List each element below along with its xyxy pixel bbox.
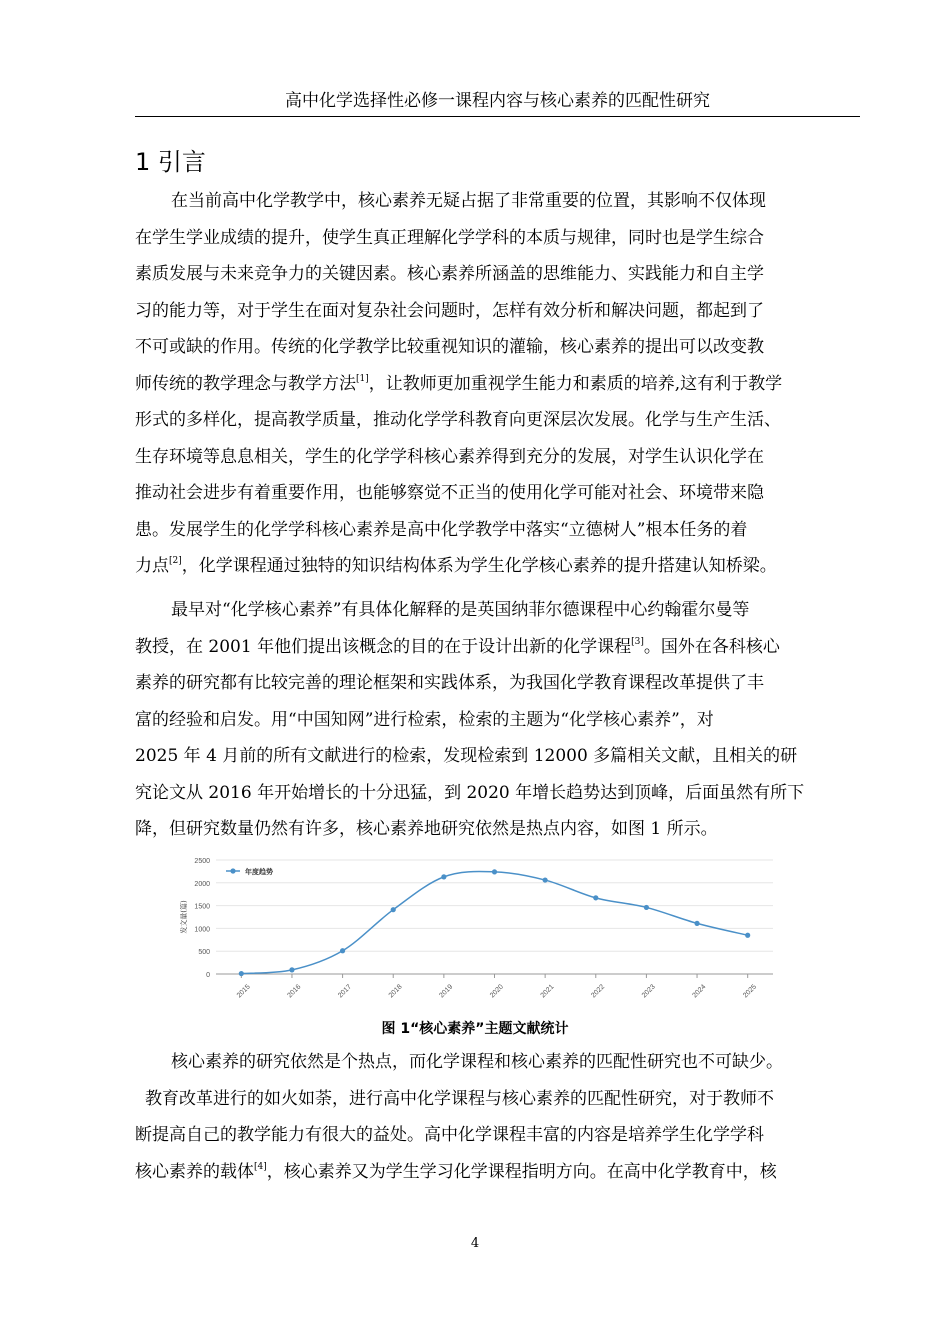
x-tick-label: 2018 [387, 983, 404, 1000]
x-tick-label: 2017 [337, 983, 354, 1000]
text-line [135, 548, 861, 585]
text-line: 患。发展学生的化学学科核心素养是高中化学教学中落实“立德树人”根本任务的着 [135, 519, 748, 540]
data-point [441, 874, 446, 879]
text-line [135, 366, 861, 403]
x-tick-label: 2016 [286, 983, 303, 1000]
citation: [2] [169, 556, 182, 567]
text-line: 素养的研究都有比较完善的理论框架和实践体系，为我国化学教育课程改革提供了丰 [135, 673, 764, 693]
series-line [241, 872, 747, 974]
trend-line-chart [178, 853, 778, 1003]
text-segment: ，核心素养又为学生学习化学课程指明方向。在高中化学教育中，核 [266, 1161, 777, 1182]
data-point [340, 948, 345, 953]
text-line: 富的经验和启发。用“中国知网”进行检索，检索的主题为“化学核心素养”，对 [135, 709, 714, 730]
text-line: 生存环境等息息相关，学生的化学学科核心素养得到充分的发展，对学生认识化学在 [135, 446, 764, 467]
text-line: 在当前高中化学教学中，核心素养无疑占据了非常重要的位置，其影响不仅体现 [171, 191, 766, 211]
x-tick-label: 2025 [742, 983, 759, 1000]
legend-marker [230, 868, 235, 873]
x-tick-label: 2015 [235, 983, 252, 1000]
y-tick-label: 0 [206, 972, 210, 979]
citation: [3] [631, 636, 644, 647]
text-line: 断提高自己的教学能力有很大的益处。高中化学课程丰富的内容是培养学生化学学科 [135, 1125, 764, 1145]
data-point [543, 877, 548, 882]
paragraph-3 [135, 1044, 861, 1190]
text-segment: ，让教师更加重视学生能力和素质的培养,这有利于教学 [368, 373, 783, 394]
citation: [1] [356, 373, 369, 384]
data-point [644, 905, 649, 910]
x-tick-label: 2019 [438, 983, 455, 1000]
text-line: 教育改革进行的如火如荼，进行高中化学课程与核心素养的匹配性研究，对于教师不 [145, 1088, 774, 1109]
data-point [239, 971, 244, 976]
text-line: 2025 年 4 月前的所有文献进行的检索，发现检索到 12000 多篇相关文献，且相关的研 [135, 746, 798, 766]
text-line: 形式的多样化，提高教学质量，推动化学学科教育向更深层次发展。化学与生产生活、 [135, 410, 781, 430]
data-point [745, 933, 750, 938]
y-axis-label: 发文量(篇) [180, 900, 188, 934]
citation: [4] [254, 1161, 267, 1172]
text-line: 在学生学业成绩的提升，使学生真正理解化学学科的本质与规律，同时也是学生综合 [135, 227, 764, 248]
text-segment: 教授，在 2001 年他们提出该概念的目的在于设计出新的化学课程 [135, 636, 632, 657]
paragraph-1 [135, 183, 861, 585]
figure-1 [178, 853, 778, 1003]
text-line: 究论文从 2016 年开始增长的十分迅猛，到 2020 年增长趋势达到顶峰，后面虽然有所下 [135, 782, 805, 803]
text-segment: 。国外在各科核心 [643, 636, 780, 657]
data-point [289, 967, 294, 972]
text-segment: 核心素养的载体 [135, 1161, 254, 1182]
text-line: 推动社会进步有着重要作用，也能够察觉不正当的使用化学可能对社会、环境带来隐 [135, 483, 764, 503]
y-tick-label: 500 [198, 949, 210, 957]
running-header: 高中化学选择性必修一课程内容与核心素养的匹配性研究 [135, 89, 860, 117]
data-point [593, 895, 598, 900]
text-line: 素质发展与未来竞争力的关键因素。核心素养所涵盖的思维能力、实践能力和自主学 [135, 264, 764, 284]
page-number: 4 [470, 1236, 480, 1251]
text-line: 最早对“化学核心素养”有具体化解释的是英国纳菲尔德课程中心约翰霍尔曼等 [171, 600, 750, 620]
x-tick-label: 2022 [590, 983, 607, 1000]
text-line [135, 1154, 861, 1191]
data-point [694, 921, 699, 926]
y-tick-label: 2500 [194, 858, 210, 865]
data-point [492, 869, 497, 874]
data-point [391, 907, 396, 912]
y-tick-label: 1000 [194, 926, 210, 934]
figure-caption: 图 1“核心素养”主题文献统计 [381, 1021, 569, 1037]
text-segment: 师传统的教学理念与教学方法 [135, 373, 356, 394]
x-tick-label: 2023 [640, 983, 657, 1000]
text-line: 不可或缺的作用。传统的化学教学比较重视知识的灌输，核心素养的提出可以改变教 [135, 337, 764, 357]
paragraph-2 [135, 592, 861, 848]
legend-label: 年度趋势 [245, 868, 273, 876]
text-segment: ，化学课程通过独特的知识结构体系为学生化学核心素养的提升搭建认知桥梁。 [181, 556, 777, 576]
text-line: 习的能力等，对于学生在面对复杂社会问题时，怎样有效分析和解决问题，都起到了 [135, 300, 764, 321]
x-tick-label: 2024 [691, 983, 708, 1000]
text-line: 降，但研究数量仍然有许多，核心素养地研究依然是热点内容，如图 1 所示。 [135, 819, 718, 839]
x-tick-label: 2020 [488, 983, 505, 1000]
text-line [135, 629, 861, 666]
section-title: 1 引言 [135, 148, 206, 176]
text-segment: 力点 [135, 556, 169, 576]
x-tick-label: 2021 [539, 983, 556, 1000]
text-line: 核心素养的研究依然是个热点，而化学课程和核心素养的匹配性研究也不可缺少。 [171, 1052, 783, 1072]
y-tick-label: 2000 [194, 880, 210, 888]
y-tick-label: 1500 [194, 903, 210, 911]
